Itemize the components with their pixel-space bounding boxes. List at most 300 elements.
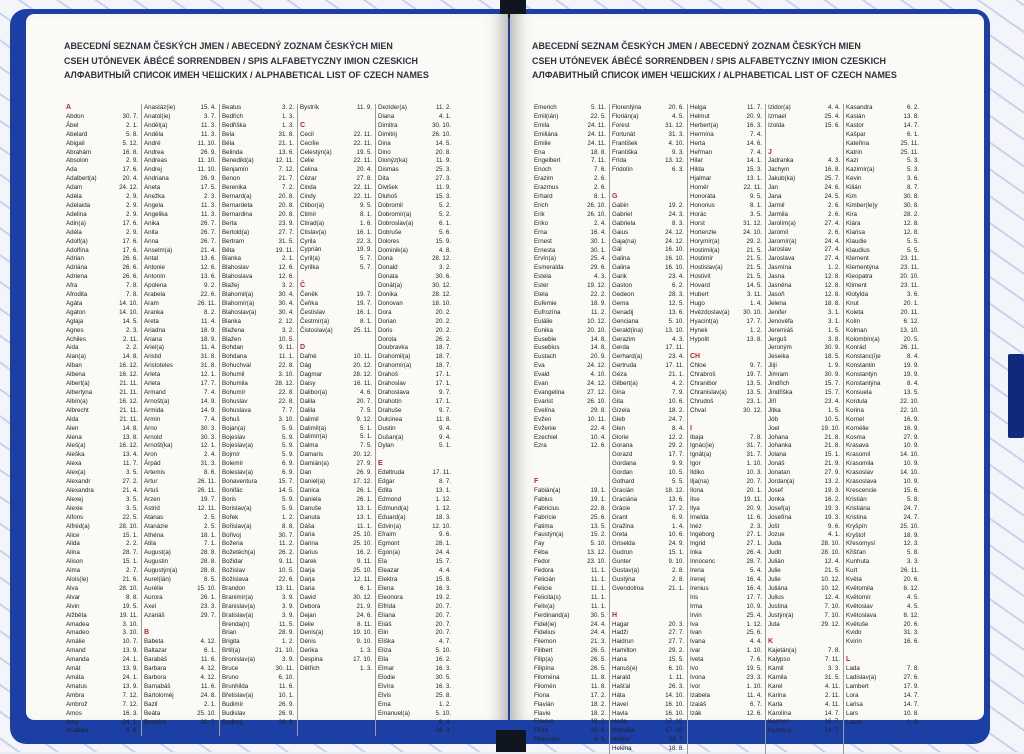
name-text: Bojeslav — [222, 433, 246, 441]
name-day-date: 24. 12. — [587, 362, 606, 370]
name-text: Artuš — [144, 486, 159, 494]
name-text: Karolína — [768, 727, 792, 735]
name-text: Benjamín — [222, 166, 249, 174]
name-entry — [378, 638, 451, 647]
name-entry — [846, 514, 919, 523]
name-day-date: 13. 8. — [746, 335, 762, 343]
name-entry — [690, 318, 762, 327]
name-text: Alda — [66, 415, 79, 423]
name-day-date: 11. 8. — [590, 682, 606, 690]
name-entry — [846, 149, 919, 158]
name-entry — [534, 629, 606, 638]
name-text: Amos — [66, 709, 82, 717]
name-entry — [612, 202, 684, 211]
name-day-date: 20. 3. — [668, 620, 684, 628]
name-text: Irenius — [690, 584, 709, 592]
name-day-date: 27. 7. — [278, 228, 294, 236]
name-day-date: 15. 6. — [903, 486, 919, 494]
name-text: Juda — [768, 540, 782, 548]
name-entry — [378, 344, 451, 353]
name-text: Árpád — [144, 460, 161, 468]
letter-heading: H — [612, 611, 618, 619]
name-entry — [768, 300, 840, 309]
name-day-date: 25. 10. — [197, 709, 216, 717]
name-text: Homér — [690, 184, 709, 192]
name-entry — [66, 336, 138, 345]
name-text: Chval — [690, 406, 706, 414]
name-day-date: 3. 10. — [278, 415, 294, 423]
name-entry — [144, 229, 216, 238]
name-entry — [846, 336, 919, 345]
name-day-date: 26. 9. — [200, 148, 216, 156]
name-day-date: 22. 10. — [900, 397, 919, 405]
name-day-date: 11. 4. — [746, 691, 762, 699]
name-text: Juta — [768, 620, 780, 628]
name-day-date: 23. 11. — [900, 255, 919, 263]
name-day-date: 23. 3. — [746, 673, 762, 681]
name-entry — [66, 710, 138, 719]
spacer — [300, 336, 372, 345]
name-text: Dejan — [300, 611, 317, 619]
name-day-date: 22. 5. — [590, 112, 606, 120]
name-text: Bohdana — [222, 353, 247, 361]
name-text: Hovard — [690, 282, 710, 290]
name-text: Emerich — [534, 104, 557, 111]
name-day-date: 27. 12. — [587, 389, 606, 396]
name-day-date: 11. 3. — [200, 121, 216, 129]
name-day-date: 7. 6. — [749, 656, 762, 664]
name-text: Felicie — [534, 584, 552, 592]
name-entry — [846, 211, 919, 220]
name-entry — [66, 505, 138, 514]
name-text: Drahotín — [378, 397, 402, 405]
name-text: Griselda — [612, 540, 636, 548]
name-text: Arnold — [144, 433, 162, 441]
name-entry — [300, 157, 372, 166]
name-day-date: 14. 10. — [900, 469, 919, 477]
name-entry — [690, 327, 762, 336]
name-entry — [612, 371, 684, 380]
name-entry — [144, 496, 216, 505]
name-entry — [612, 407, 684, 416]
name-entry — [690, 638, 762, 647]
name-text: Ladislav(a) — [846, 673, 877, 681]
name-entry — [846, 193, 919, 202]
name-entry — [300, 638, 372, 647]
name-entry — [144, 674, 216, 683]
name-day-date: 16. 10. — [665, 255, 684, 263]
name-text: Ctirad(a) — [300, 219, 325, 227]
name-text: Čestmír(a) — [300, 317, 330, 325]
name-column — [610, 104, 688, 754]
name-day-date: 5. 10. — [590, 540, 606, 548]
name-day-date: 19. 11. — [743, 495, 762, 503]
name-text: Lars — [846, 709, 859, 717]
name-entry — [534, 505, 606, 514]
name-entry — [144, 220, 216, 229]
name-entry — [534, 407, 606, 416]
name-entry — [222, 505, 294, 514]
name-day-date: 18. 8. — [824, 299, 840, 307]
name-entry — [612, 416, 684, 425]
name-day-date: 3. 5. — [749, 210, 762, 218]
name-text: Eduard(a) — [378, 513, 406, 521]
name-text: Konsuela — [846, 389, 872, 396]
name-day-date: 29. 7. — [200, 611, 216, 619]
name-text: Kajetán(a) — [768, 647, 797, 655]
letter-heading: F — [534, 478, 539, 486]
name-day-date: 9. 10. — [356, 638, 372, 646]
name-text: Ada — [66, 166, 78, 174]
name-text: Dismas — [378, 166, 399, 174]
name-column — [298, 104, 376, 736]
name-text: Kasián — [846, 112, 865, 120]
name-entry — [144, 122, 216, 131]
name-day-date: 13. 8. — [122, 433, 138, 441]
name-day-date: 3. 3. — [906, 558, 919, 566]
name-day-date: 27. 2. — [122, 478, 138, 486]
name-day-date: 10. 7. — [122, 638, 138, 646]
name-entry — [144, 523, 216, 532]
name-text: Jarolím(a) — [768, 219, 796, 227]
name-text: Elena — [378, 584, 394, 592]
name-day-date: 2. 1. — [281, 255, 294, 263]
name-entry — [690, 389, 762, 398]
name-entry — [144, 478, 216, 487]
name-day-date: 26. 2. — [435, 335, 451, 343]
name-text: Florentýna — [612, 104, 642, 111]
name-entry — [378, 122, 451, 131]
name-entry — [612, 496, 684, 505]
name-text: Ernesta — [534, 246, 556, 254]
name-text: Donát(a) — [378, 282, 403, 290]
name-day-date: 21. 5. — [824, 567, 840, 575]
name-entry — [300, 612, 372, 621]
name-entry — [144, 282, 216, 291]
name-text: Dušan(a) — [378, 433, 404, 441]
name-text: Amy — [66, 718, 79, 726]
name-text: Bernardeta — [222, 201, 253, 209]
name-text: Erich — [534, 201, 549, 209]
name-entry — [378, 273, 451, 282]
name-text: Hostivít — [690, 273, 711, 281]
name-entry — [612, 647, 684, 656]
name-day-date: 21. 11. — [119, 380, 138, 388]
name-text: Hjalmar — [690, 175, 712, 183]
name-text: Gunter — [612, 558, 631, 566]
name-day-date: 23. 11. — [900, 282, 919, 290]
name-day-date: 20. 9. — [746, 504, 762, 512]
name-day-date: 4. 5. — [906, 593, 919, 601]
name-entry — [768, 238, 840, 247]
name-day-date: 20. 4. — [356, 166, 372, 174]
name-day-date: 13. 1. — [356, 513, 372, 521]
name-day-date: 3. 7. — [203, 112, 216, 120]
name-day-date: 7. 6. — [593, 166, 606, 174]
name-day-date: 2. 6. — [827, 201, 840, 209]
name-day-date: 18. 9. — [903, 531, 919, 539]
name-day-date: 17. 6. — [122, 219, 138, 227]
name-entry — [846, 621, 919, 630]
name-day-date: 5. 7. — [359, 264, 372, 272]
name-entry — [66, 647, 138, 656]
name-text: Darius — [300, 549, 318, 557]
name-text: Armida — [144, 406, 164, 414]
name-text: Křesomysl — [846, 540, 875, 548]
name-text: Dino — [378, 148, 391, 156]
name-entry — [66, 113, 138, 122]
name-day-date: 24. 7. — [903, 504, 919, 512]
name-day-date: 5. 5. — [671, 478, 684, 486]
name-day-date: 5. 1. — [359, 424, 372, 432]
name-entry — [534, 327, 606, 336]
name-day-date: 12. 11. — [353, 575, 372, 583]
name-day-date: 17. 11. — [432, 469, 451, 477]
name-text: Bertram — [222, 237, 245, 245]
name-day-date: 4. 1. — [438, 112, 451, 120]
name-day-date: 16. 4. — [746, 576, 762, 583]
name-entry — [378, 104, 451, 113]
name-text: Haidrun — [612, 638, 634, 646]
name-entry — [66, 264, 138, 273]
name-entry — [768, 585, 840, 594]
name-day-date: 19. 3. — [824, 504, 840, 512]
name-day-date: 18. 2. — [590, 700, 606, 708]
name-text: Břetislav(a) — [222, 691, 254, 699]
name-entry — [144, 567, 216, 576]
name-text: Koleta — [846, 308, 864, 316]
name-entry — [378, 523, 451, 532]
name-entry — [144, 460, 216, 469]
name-entry — [846, 585, 919, 594]
name-day-date: 15. 1. — [122, 531, 138, 539]
name-text: Filomén — [534, 682, 557, 690]
name-text: Gustav(a) — [612, 567, 640, 575]
name-entry — [66, 389, 138, 398]
name-text: Jasoň — [768, 291, 785, 298]
name-entry — [690, 549, 762, 558]
name-entry — [378, 140, 451, 149]
name-entry — [378, 193, 451, 202]
name-day-date: 27. 9. — [824, 469, 840, 477]
name-day-date: 22. 6. — [278, 576, 294, 584]
name-day-date: 26. 4. — [746, 549, 762, 557]
name-entry — [690, 585, 762, 594]
name-day-date: 30. 5. — [590, 611, 606, 619]
name-day-date: 15. 1. — [668, 549, 684, 557]
name-text: Arleta — [144, 371, 161, 379]
name-entry — [300, 478, 372, 487]
name-text: Astrid — [144, 504, 160, 512]
name-day-date: 26. 9. — [278, 709, 294, 717]
name-column — [844, 104, 922, 754]
name-entry — [768, 621, 840, 630]
name-text: Egmont — [378, 540, 400, 548]
name-text: Kamil — [768, 665, 784, 673]
name-day-date: 15. 7. — [824, 380, 840, 388]
name-entry — [300, 309, 372, 318]
name-day-date: 27. 9. — [356, 460, 372, 468]
name-day-date: 14. 1. — [746, 157, 762, 165]
name-day-date: 12. 6. — [278, 264, 294, 272]
name-day-date: 8. 1. — [359, 210, 372, 218]
name-day-date: 20. 5. — [903, 335, 919, 343]
name-text: Aranka — [144, 308, 164, 316]
name-entry — [534, 336, 606, 345]
name-entry — [612, 122, 684, 131]
name-text: Eunika — [534, 326, 553, 334]
name-day-date: 7. 10. — [824, 602, 840, 610]
name-text: Ella — [378, 656, 389, 664]
name-entry — [612, 291, 684, 300]
name-day-date: 12. 5. — [668, 299, 684, 307]
name-day-date: 29. 7. — [200, 718, 216, 726]
name-day-date: 31. 3. — [903, 629, 919, 637]
name-day-date: 13. 6. — [668, 495, 684, 503]
name-day-date: 10. 5. — [278, 567, 294, 575]
name-entry — [612, 104, 684, 113]
name-day-date: 26. 5. — [590, 665, 606, 673]
name-entry — [144, 665, 216, 674]
name-text: Gabriela — [612, 219, 636, 227]
name-day-date: 14. 10. — [665, 691, 684, 699]
name-entry — [846, 496, 919, 505]
name-day-date: 17. 6. — [122, 237, 138, 245]
name-text: Gvendolína — [612, 584, 644, 592]
name-entry — [66, 344, 138, 353]
name-text: Jindřiška — [768, 388, 793, 396]
name-text: Ambra — [66, 691, 85, 699]
name-day-date: 8. 8. — [281, 522, 294, 530]
name-text: Josef(a) — [768, 504, 791, 512]
name-day-date: 9. 11. — [356, 558, 372, 566]
name-day-date: 21. 1. — [668, 371, 684, 379]
name-text: Elin — [378, 629, 389, 637]
name-text: Eufemie — [534, 299, 557, 307]
name-text: Krasomil — [846, 451, 871, 459]
name-text: Darina — [300, 540, 319, 548]
name-day-date: 7. 4. — [749, 130, 762, 138]
name-day-date: 13. 6. — [278, 148, 294, 156]
name-day-date: 27. 1. — [746, 531, 762, 539]
name-day-date: 12. 11. — [197, 504, 216, 512]
name-entry — [222, 629, 294, 638]
name-day-date: 4. 11. — [824, 682, 840, 690]
name-entry — [222, 238, 294, 247]
name-entry — [222, 291, 294, 300]
name-text: Augustýn(a) — [144, 567, 178, 575]
name-text: Andrea — [144, 148, 164, 156]
name-day-date: 4. 10. — [590, 371, 606, 379]
name-entry — [66, 603, 138, 612]
name-day-date: 4. 12. — [200, 638, 216, 646]
name-day-date: 15. 3. — [746, 166, 762, 174]
name-day-date: 31. 5. — [824, 673, 840, 681]
name-day-date: 28. 1. — [435, 540, 451, 548]
name-text: Fay — [534, 540, 545, 548]
name-day-date: 10. 12. — [587, 317, 606, 325]
name-entry — [690, 175, 762, 184]
name-text: Krasoslav — [846, 469, 874, 477]
name-text: Ernest — [534, 237, 552, 245]
name-entry — [690, 656, 762, 665]
name-entry — [612, 718, 684, 727]
name-day-date: 21. 11. — [119, 406, 138, 414]
name-text: Aron — [144, 451, 158, 459]
name-entry — [846, 487, 919, 496]
name-text: Ester — [534, 282, 549, 290]
name-entry — [300, 211, 372, 220]
name-day-date: 6. 10. — [278, 674, 294, 681]
name-entry — [144, 247, 216, 256]
right-header-line-2: CSEH UTÓNEVEK ÁBÉCÉ SORRENDBEN / SPIS ALFABETYCZNY IMION CZESKICH — [532, 55, 886, 67]
name-text: Gabriel — [612, 210, 632, 218]
name-day-date: 28. 12. — [275, 380, 294, 388]
name-day-date: 7. 4. — [749, 148, 762, 156]
name-entry — [378, 531, 451, 540]
name-entry — [768, 434, 840, 443]
name-entry — [612, 621, 684, 630]
name-text: Bernard(a) — [222, 193, 252, 201]
name-entry — [534, 612, 606, 621]
name-entry — [378, 282, 451, 291]
name-text: Armin — [144, 415, 161, 423]
elastic-band[interactable] — [1008, 354, 1024, 438]
name-entry — [378, 353, 451, 362]
name-entry — [66, 184, 138, 193]
name-entry — [144, 264, 216, 273]
name-day-date: 25. 10. — [353, 567, 372, 575]
name-entry — [534, 273, 606, 282]
name-text: Iveta — [690, 656, 704, 664]
name-text: Abigail — [66, 139, 85, 147]
name-day-date: 1. 5. — [827, 326, 840, 334]
name-day-date: 23. 9. — [278, 219, 294, 227]
name-day-date: 16. 6. — [903, 638, 919, 646]
name-text: Achiles — [66, 335, 86, 343]
name-entry — [534, 202, 606, 211]
name-day-date: 24. 5. — [824, 193, 840, 201]
name-entry — [846, 407, 919, 416]
name-day-date: 19. 1. — [590, 495, 606, 503]
name-entry — [222, 416, 294, 425]
name-entry — [690, 336, 762, 345]
name-day-date: 13. 6. — [200, 255, 216, 263]
name-day-date: 2. 6. — [593, 184, 606, 192]
name-entry — [144, 469, 216, 478]
name-text: Agnes — [66, 326, 84, 334]
name-day-date: 16. 3. — [746, 121, 762, 129]
name-day-date: 31. 3. — [668, 130, 684, 138]
name-day-date: 26. 9. — [278, 718, 294, 726]
name-entry — [378, 407, 451, 416]
name-entry — [378, 131, 451, 140]
name-text: Glorie — [612, 433, 629, 441]
name-day-date: 30. 3. — [200, 433, 216, 441]
name-entry — [612, 149, 684, 158]
name-entry — [300, 327, 372, 336]
name-day-date: 1. 4. — [749, 299, 762, 307]
spacer — [300, 273, 372, 282]
name-day-date: 8. 1. — [749, 201, 762, 209]
name-entry — [690, 647, 762, 656]
name-text: Brunhilda — [222, 682, 249, 690]
name-entry — [846, 327, 919, 336]
name-day-date: 21. 8. — [824, 433, 840, 441]
name-day-date: 23. 11. — [900, 264, 919, 272]
name-day-date: 22. 11. — [353, 130, 372, 138]
name-day-date: 14. 7. — [824, 727, 840, 735]
